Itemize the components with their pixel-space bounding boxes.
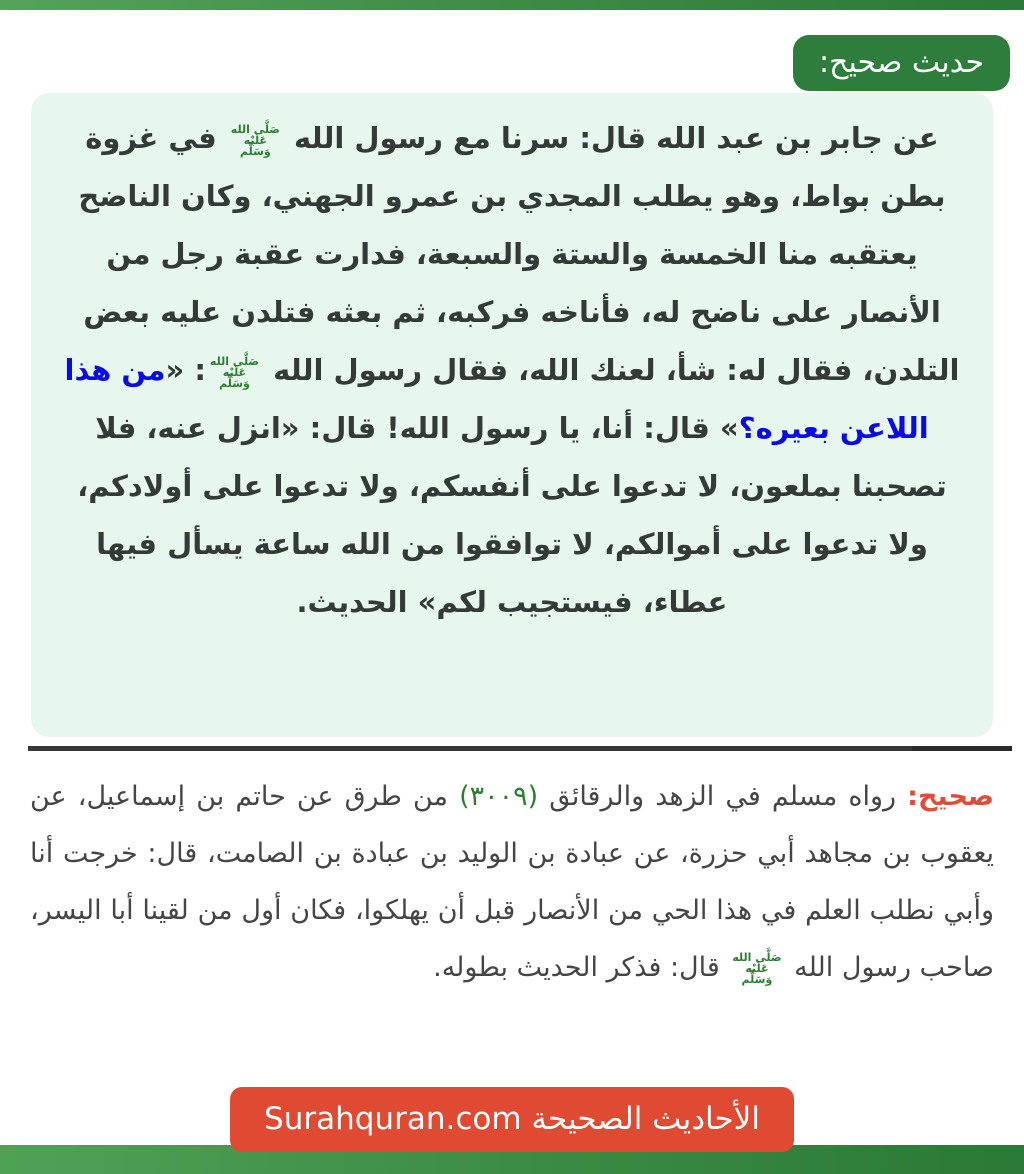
section-divider xyxy=(28,746,1012,751)
top-gradient-bar xyxy=(0,0,1024,10)
text-segment: من طرق عن حاتم بن إسماعيل، عن يعقوب بن مجاهد أبي حزرة، عن عبادة بن الوليد بن عبادة بن الصامت، قال: خرجت أنا وأبي نطلب العلم في هذا الحي من الأنصار قبل أن يهلكوا، فكان أول من لقينا أبا اليسر، صاحب رسول الله xyxy=(30,781,994,983)
saw-ligature-icon: صَلَّى الله عَلَيْه وَسَلَّم xyxy=(230,122,280,158)
highlighted-phrase: من هذا اللاعن بعيره؟ xyxy=(64,353,929,445)
site-footer-badge xyxy=(230,1087,794,1152)
saw-ligature-icon: صَلَّى الله عَلَيْه وَسَلَّم xyxy=(209,354,260,390)
hadith-number: (٣٠٠٩) xyxy=(459,781,539,812)
text-segment: : « xyxy=(165,353,206,387)
saw-ligature-icon: صَلَّى الله عَلَيْه وَسَلَّم xyxy=(732,951,782,986)
hadith-grade-badge: حديث صحيح: xyxy=(793,35,1010,91)
takhrij-text xyxy=(30,781,994,986)
hadith-text-box xyxy=(31,93,993,737)
site-url: Surahquran.com xyxy=(264,1101,522,1137)
footer-title-arabic: الأحاديث الصحيحة xyxy=(531,1101,760,1137)
hadith-text xyxy=(57,109,967,631)
text-segment: قال: فذكر الحديث بطوله. xyxy=(433,952,729,983)
text-segment: عن جابر بن عبد الله قال: سرنا مع رسول الله xyxy=(283,121,939,155)
text-segment: رواه مسلم في الزهد والرقائق xyxy=(538,781,908,812)
grading-label: صحيح: xyxy=(907,781,994,812)
text-segment: » قال: أنا، يا رسول الله! قال: «انزل عنه، فلا تصحبنا بملعون، لا تدعوا على أنفسكم، ولا تدعوا على أولادكم، ولا تدعوا على أموالكم، لا توافقوا من الله ساعة يسأل فيها عطاء، فيستجيب لكم» الحديث. xyxy=(77,411,947,619)
text-segment: في غزوة بطن بواط، وهو يطلب المجدي بن عمرو الجهني، وكان الناضح يعتقبه منا الخمسة والستة والسبعة، فدارت عقبة رجل من الأنصار على ناضح له، فأناخه فركبه، ثم بعثه فتلدن عليه بعض التلدن، فقال له: شأ، لعنك الله، فقال رسول الله xyxy=(78,121,960,387)
takhrij-paragraph xyxy=(30,768,994,1068)
